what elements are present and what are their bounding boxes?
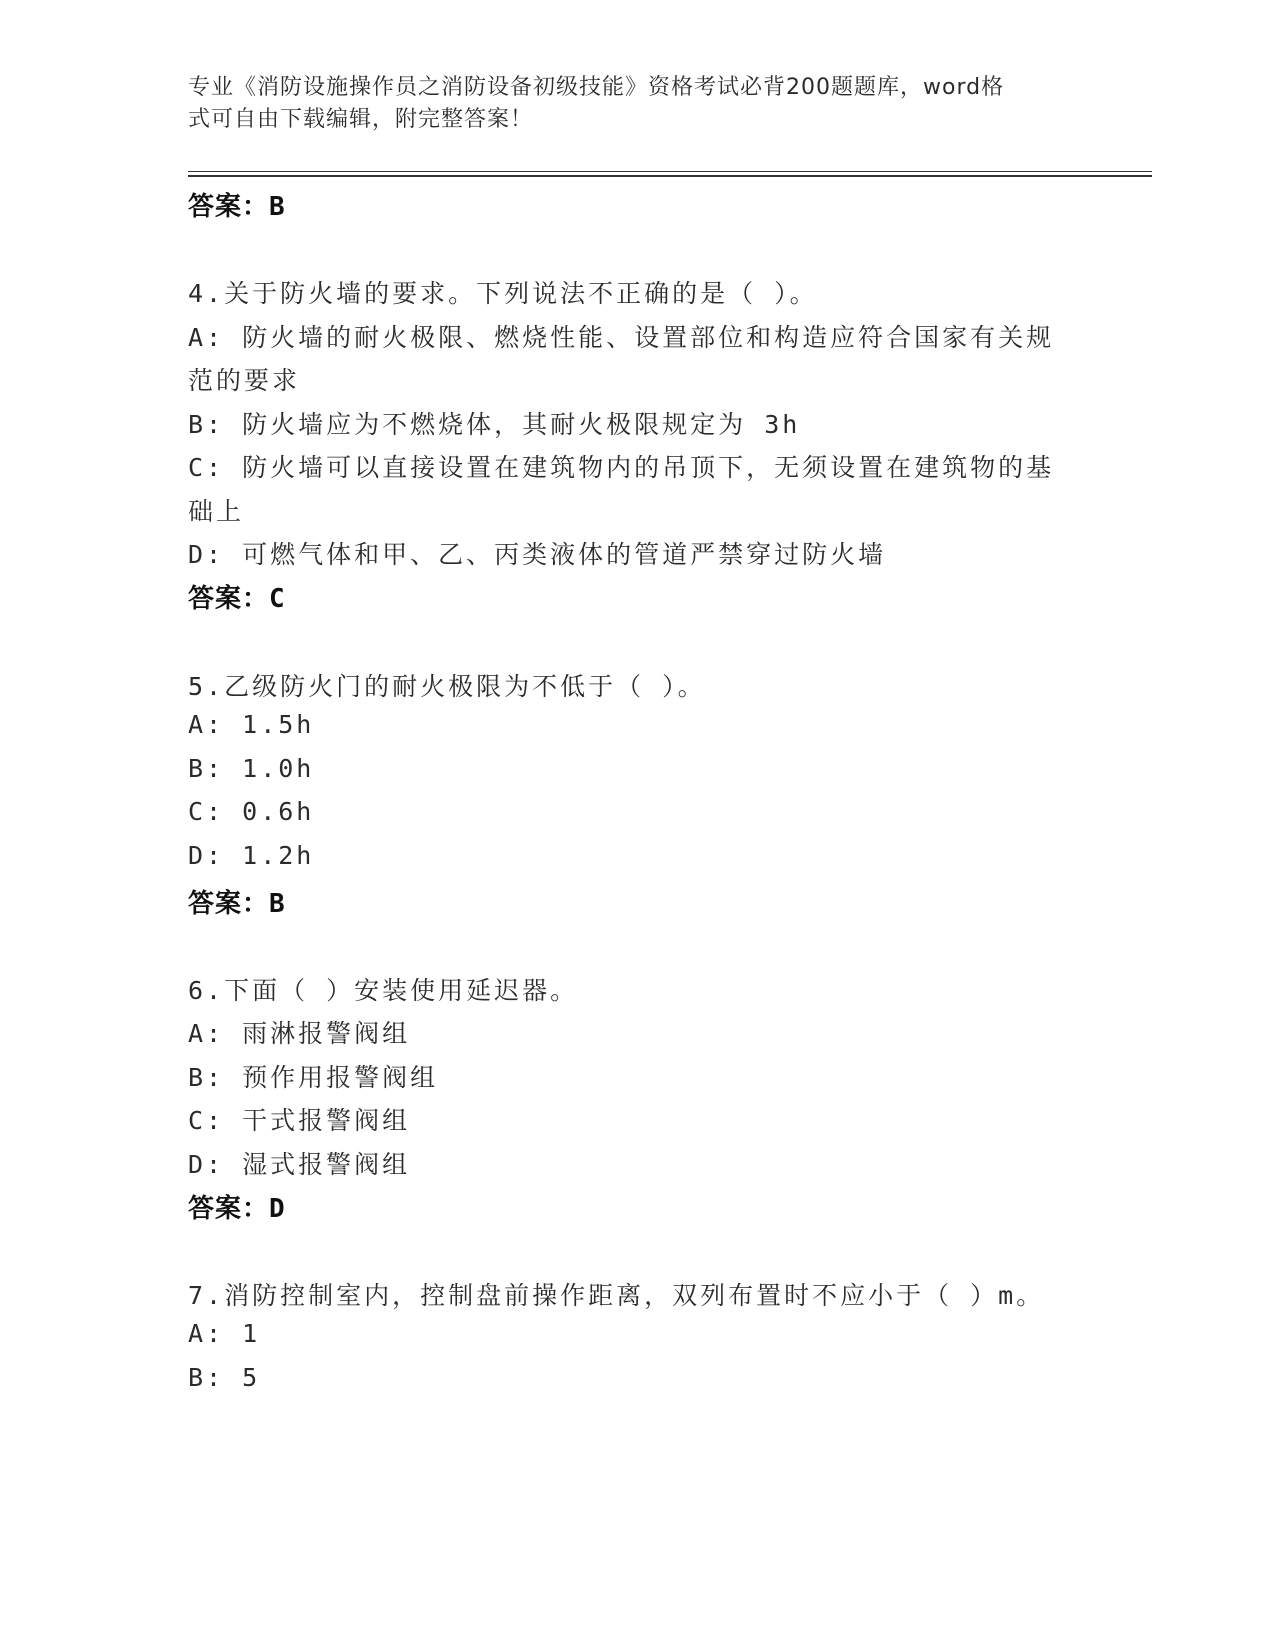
header-line-2: 式可自由下载编辑，附完整答案！ (188, 107, 534, 132)
question-6-answer: 答案：D (188, 1194, 286, 1224)
question-5-option-c: C: 0.6h (188, 797, 315, 826)
question-4-option-a-cont: 范的要求 (188, 366, 301, 395)
question-6-option-a: A: 雨淋报警阀组 (188, 1019, 411, 1048)
question-4-option-b: B: 防火墙应为不燃烧体，其耐火极限规定为 3h (188, 410, 801, 439)
question-4-option-c: C: 防火墙可以直接设置在建筑物内的吊顶下，无须设置在建筑物的基 (188, 453, 1055, 482)
question-7-stem: 7.消防控制室内，控制盘前操作距离，双列布置时不应小于（ ）m。 (188, 1281, 1045, 1310)
question-5-stem: 5.乙级防火门的耐火极限为不低于（ ）。 (188, 672, 706, 701)
question-4-option-d: D: 可燃气体和甲、乙、丙类液体的管道严禁穿过防火墙 (188, 540, 887, 569)
question-6-option-c: C: 干式报警阀组 (188, 1106, 411, 1135)
question-6-stem: 6.下面（ ）安装使用延迟器。 (188, 976, 579, 1005)
question-5-answer: 答案：B (188, 889, 286, 919)
question-5-option-d: D: 1.2h (188, 841, 315, 870)
document-header (188, 72, 1078, 136)
question-4-answer: 答案：C (188, 584, 286, 614)
question-6-option-b: B: 预作用报警阀组 (188, 1063, 439, 1092)
header-line-1: 专业《消防设施操作员之消防设备初级技能》资格考试必背200题题库，word格 (188, 75, 1005, 100)
question-7-option-a: A: 1 (188, 1319, 261, 1348)
question-5-option-a: A: 1.5h (188, 710, 315, 739)
question-6-option-d: D: 湿式报警阀组 (188, 1150, 411, 1179)
question-4-option-c-cont: 础上 (188, 497, 245, 526)
question-7-option-b: B: 5 (188, 1363, 261, 1392)
question-4-option-a: A: 防火墙的耐火极限、燃烧性能、设置部位和构造应符合国家有关规 (188, 323, 1055, 352)
header-divider-thick (188, 175, 1152, 177)
question-5-option-b: B: 1.0h (188, 754, 315, 783)
previous-answer: 答案：B (188, 192, 286, 222)
header-divider-thin (188, 171, 1152, 172)
question-4-stem: 4.关于防火墙的要求。下列说法不正确的是（ ）。 (188, 279, 818, 308)
